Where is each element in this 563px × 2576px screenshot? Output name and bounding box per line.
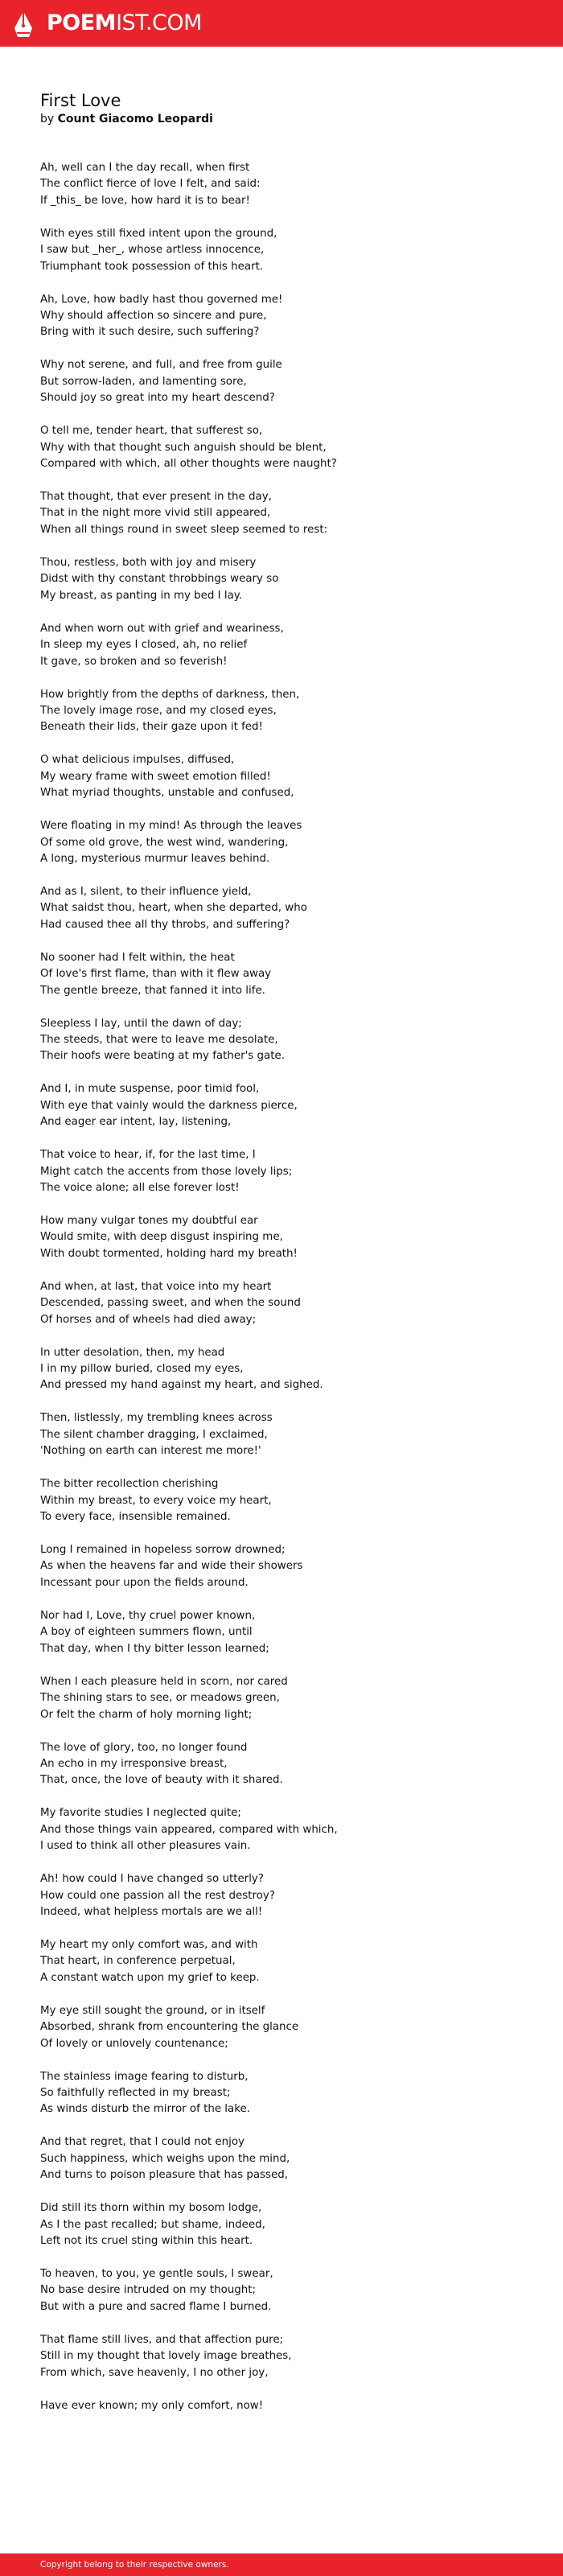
poem-stanza <box>40 2069 539 2118</box>
poem-line: Why with that thought such anguish should be blent, <box>40 441 327 454</box>
poem-stanza <box>40 1081 539 1130</box>
poem-line: So faithfully reflected in my breast; <box>40 2086 231 2099</box>
poem-line: A boy of eighteen summers flown, until <box>40 1626 253 1639</box>
poem-stanza <box>40 1542 539 1591</box>
poem-line: Compared with which, all other thoughts were naught? <box>40 458 337 471</box>
poem-stanza <box>40 687 539 736</box>
poem-line: With doubt tormented, holding hard my breath! <box>40 1247 298 1260</box>
poem-stanza <box>40 621 539 670</box>
poem-stanza <box>40 489 539 538</box>
site-header <box>0 0 563 47</box>
brand-light: IST.COM <box>116 10 202 35</box>
poem-line: Were floating in my mind! As through the leaves <box>40 820 302 833</box>
poem-line: Ah, well can I the day recall, when first <box>40 162 250 174</box>
poem-line: Of horses and of wheels had died away; <box>40 1313 257 1326</box>
poem-line: The silent chamber dragging, I exclaimed, <box>40 1428 268 1441</box>
poem-line: That, once, the love of beauty with it shared. <box>40 1774 283 1787</box>
poem-line: My favorite studies I neglected quite; <box>40 1807 241 1820</box>
poem-line: Triumphant took possession of this heart. <box>40 260 264 273</box>
poem-line: Of some old grove, the west wind, wandering, <box>40 836 289 849</box>
poem-line: And eager ear intent, lay, listening, <box>40 1116 232 1129</box>
poem-line: And as I, silent, to their influence yield, <box>40 885 252 898</box>
poem-line: The steeds, that were to leave me desolate, <box>40 1033 278 1046</box>
poem-line: How many vulgar tones my doubtful ear <box>40 1215 258 1227</box>
poem-line: Didst with thy constant throbbings weary so <box>40 573 279 586</box>
poem-line: With eyes still fixed intent upon the ground, <box>40 227 277 240</box>
poem-stanza <box>40 555 539 604</box>
poem-line: Have ever known; my only comfort, now! <box>40 2399 264 2412</box>
poem-line: But with a pure and sacred flame I burned. <box>40 2300 272 2313</box>
poem-stanza <box>40 357 539 406</box>
poem-title: First Love <box>40 91 121 110</box>
poem-line: And that regret, that I could not enjoy <box>40 2136 245 2149</box>
poem-line: What saidst thou, heart, when she departed, who <box>40 902 307 915</box>
poem-line: The stainless image fearing to disturb, <box>40 2070 249 2083</box>
poem-line: Then, listlessly, my trembling knees across <box>40 1412 273 1425</box>
poem-line: From which, save heavenly, I no other joy, <box>40 2366 269 2379</box>
poem-line: O what delicious impulses, diffused, <box>40 754 235 767</box>
poem-line: Might catch the accents from those lovely lips; <box>40 1165 293 1178</box>
poem-line: Ah! how could I have changed so utterly? <box>40 1873 264 1886</box>
poem-line: The bitter recollection cherishing <box>40 1478 219 1491</box>
poem-line: Absorbed, shrank from encountering the glance <box>40 2021 299 2034</box>
poem-line: That flame still lives, and that affection pure; <box>40 2333 284 2346</box>
poem-line: Still in my thought that lovely image breathes, <box>40 2350 292 2363</box>
poem-stanza <box>40 1476 539 1525</box>
poem-line: The conflict fierce of love I felt, and said: <box>40 178 261 191</box>
poem-line: What myriad thoughts, unstable and confused, <box>40 787 294 800</box>
poem-line: Of love's first flame, than with it flew away <box>40 968 272 981</box>
poem-stanza <box>40 1805 539 1854</box>
poem-line: As I the past recalled; but shame, indeed, <box>40 2218 265 2231</box>
poem-line: How brightly from the depths of darkness, then, <box>40 688 300 701</box>
copyright-text: Copyright belong to their respective owners. <box>40 2560 229 2570</box>
poem-author-link[interactable]: Count Giacomo Leopardi <box>57 113 213 126</box>
poem-stanza <box>40 1016 539 1065</box>
poem-line: And those things vain appeared, compared with which, <box>40 1823 338 1836</box>
site-footer <box>0 2553 563 2576</box>
poem-line: Of lovely or unlovely countenance; <box>40 2037 228 2050</box>
poem-line: Nor had I, Love, thy cruel power known, <box>40 1609 256 1622</box>
poem-line: That day, when I thy bitter lesson learned; <box>40 1642 269 1655</box>
poem-line: If _this_ be love, how hard it is to bear! <box>40 194 250 207</box>
poem-byline <box>40 111 539 127</box>
poem-stanza <box>40 818 539 867</box>
poem-stanza <box>40 2200 539 2249</box>
site-logo-text <box>47 11 202 35</box>
poem-line: Thou, restless, both with joy and misery <box>40 556 257 569</box>
poem-line: The love of glory, too, no longer found <box>40 1741 248 1754</box>
poem-stanza <box>40 2266 539 2315</box>
poem-line: As when the heavens far and wide their showers <box>40 1560 303 1573</box>
poem-stanza <box>40 1674 539 1723</box>
poem-line: And when, at last, that voice into my heart <box>40 1280 272 1293</box>
poem-line: And when worn out with grief and weariness, <box>40 622 284 635</box>
poem-line: My weary frame with sweet emotion filled! <box>40 770 271 783</box>
poem-stanza <box>40 2332 539 2381</box>
poem-line: Such happiness, which weighs upon the mind, <box>40 2152 290 2165</box>
poem-stanza <box>40 1213 539 1262</box>
poem-stanza <box>40 2134 539 2183</box>
poem-line: Indeed, what helpless mortals are we all! <box>40 1905 263 1918</box>
poem-line: And pressed my hand against my heart, and sighed. <box>40 1379 323 1392</box>
poem-line: Bring with it such desire, such suffering? <box>40 326 260 339</box>
poem-line: Did still its thorn within my bosom lodge, <box>40 2202 262 2215</box>
poem-line: That voice to hear, if, for the last time, I <box>40 1149 256 1162</box>
poem-line: When I each pleasure held in scorn, nor cared <box>40 1675 288 1688</box>
poem-line: When all things round in sweet sleep seemed to rest: <box>40 523 328 536</box>
poem-stanza <box>40 884 539 933</box>
poem-line: My breast, as panting in my bed I lay. <box>40 589 243 602</box>
poem-line: Would smite, with deep disgust inspiring me, <box>40 1231 283 1244</box>
poem-line: My heart my only comfort was, and with <box>40 1938 258 1951</box>
poem-stanza <box>40 423 539 472</box>
poem-line: The voice alone; all else forever lost! <box>40 1182 240 1194</box>
poem-stanza <box>40 950 539 999</box>
poem-line: The gentle breeze, that fanned it into life. <box>40 984 265 997</box>
poem-stanza <box>40 226 539 275</box>
poem-line: Should joy so great into my heart descend? <box>40 392 275 405</box>
pen-nib-icon <box>13 10 34 38</box>
poem-stanza <box>40 1410 539 1459</box>
poem-line: And I, in mute suspense, poor timid fool, <box>40 1083 260 1096</box>
logo-link[interactable] <box>0 0 209 47</box>
poem-body <box>40 160 539 2414</box>
brand-bold: POEM <box>47 10 117 35</box>
poem-stanza <box>40 2398 539 2414</box>
poem-line: Their hoofs were beating at my father's gate. <box>40 1050 285 1063</box>
poem-line: That heart, in conference perpetual, <box>40 1955 236 1968</box>
poem-line: Ah, Love, how badly hast thou governed me! <box>40 293 283 306</box>
poem-stanza <box>40 1937 539 1986</box>
poem-stanza <box>40 1871 539 1920</box>
poem-stanza <box>40 1147 539 1196</box>
poem-line: As winds disturb the mirror of the lake. <box>40 2103 251 2116</box>
poem-stanza <box>40 1608 539 1657</box>
poem-line: And turns to poison pleasure that has passed, <box>40 2169 289 2182</box>
poem-line: 'Nothing on earth can interest me more!' <box>40 1445 261 1458</box>
poem-line: In utter desolation, then, my head <box>40 1346 225 1359</box>
poem-line: No sooner had I felt within, the heat <box>40 951 235 964</box>
poem-stanza <box>40 292 539 341</box>
poem-line: Descended, passing sweet, and when the sound <box>40 1297 301 1310</box>
poem-stanza <box>40 1345 539 1394</box>
poem-line: I used to think all other pleasures vain. <box>40 1840 251 1853</box>
poem-line: No base desire intruded on my thought; <box>40 2284 257 2297</box>
poem-line: Sleepless I lay, until the dawn of day; <box>40 1017 242 1030</box>
poem-line: Or felt the charm of holy morning light; <box>40 1708 253 1721</box>
poem-stanza <box>40 752 539 801</box>
poem-line: Had caused thee all thy throbs, and suffering? <box>40 918 290 931</box>
poem-line: Incessant pour upon the fields around. <box>40 1576 249 1589</box>
poem-line: It gave, so broken and so feverish! <box>40 655 228 668</box>
poem-line: Beneath their lids, their gaze upon it fed! <box>40 721 263 734</box>
poem-line: Within my breast, to every voice my heart, <box>40 1494 272 1507</box>
poem-content <box>40 90 539 2431</box>
poem-line: I saw but _her_, whose artless innocence, <box>40 244 265 257</box>
poem-line: My eye still sought the ground, or in itself <box>40 2004 265 2017</box>
poem-line: Long I remained in hopeless sorrow drowned; <box>40 1544 286 1557</box>
poem-line: O tell me, tender heart, that sufferest so, <box>40 425 263 438</box>
poem-stanza <box>40 160 539 209</box>
poem-line: An echo in my irresponsive breast, <box>40 1757 228 1770</box>
poem-line: Why not serene, and full, and free from guile <box>40 359 282 372</box>
poem-line: A long, mysterious murmur leaves behind. <box>40 852 270 865</box>
poem-line: With eye that vainly would the darkness pierce, <box>40 1099 298 1112</box>
poem-line: I in my pillow buried, closed my eyes, <box>40 1363 244 1376</box>
poem-stanza <box>40 1279 539 1328</box>
poem-line: The shining stars to see, or meadows green, <box>40 1692 280 1705</box>
poem-line: But sorrow-laden, and lamenting sore, <box>40 375 247 388</box>
byline-prefix: by <box>40 113 55 126</box>
poem-line: To heaven, to you, ye gentle souls, I swear, <box>40 2268 273 2280</box>
poem-line: To every face, insensible remained. <box>40 1511 231 1524</box>
poem-stanza <box>40 2003 539 2052</box>
poem-line: In sleep my eyes I closed, ah, no relief <box>40 639 248 652</box>
poem-line: That in the night more vivid still appeared, <box>40 507 271 520</box>
poem-line: How could one passion all the rest destroy? <box>40 1889 275 1902</box>
poem-stanza <box>40 1740 539 1789</box>
poem-line: Why should affection so sincere and pure, <box>40 310 267 323</box>
poem-line: The lovely image rose, and my closed eyes, <box>40 704 277 717</box>
poem-line: A constant watch upon my grief to keep. <box>40 1971 260 1984</box>
poem-line: That thought, that ever present in the day, <box>40 491 272 504</box>
poem-line: Left not its cruel sting within this heart. <box>40 2235 253 2247</box>
